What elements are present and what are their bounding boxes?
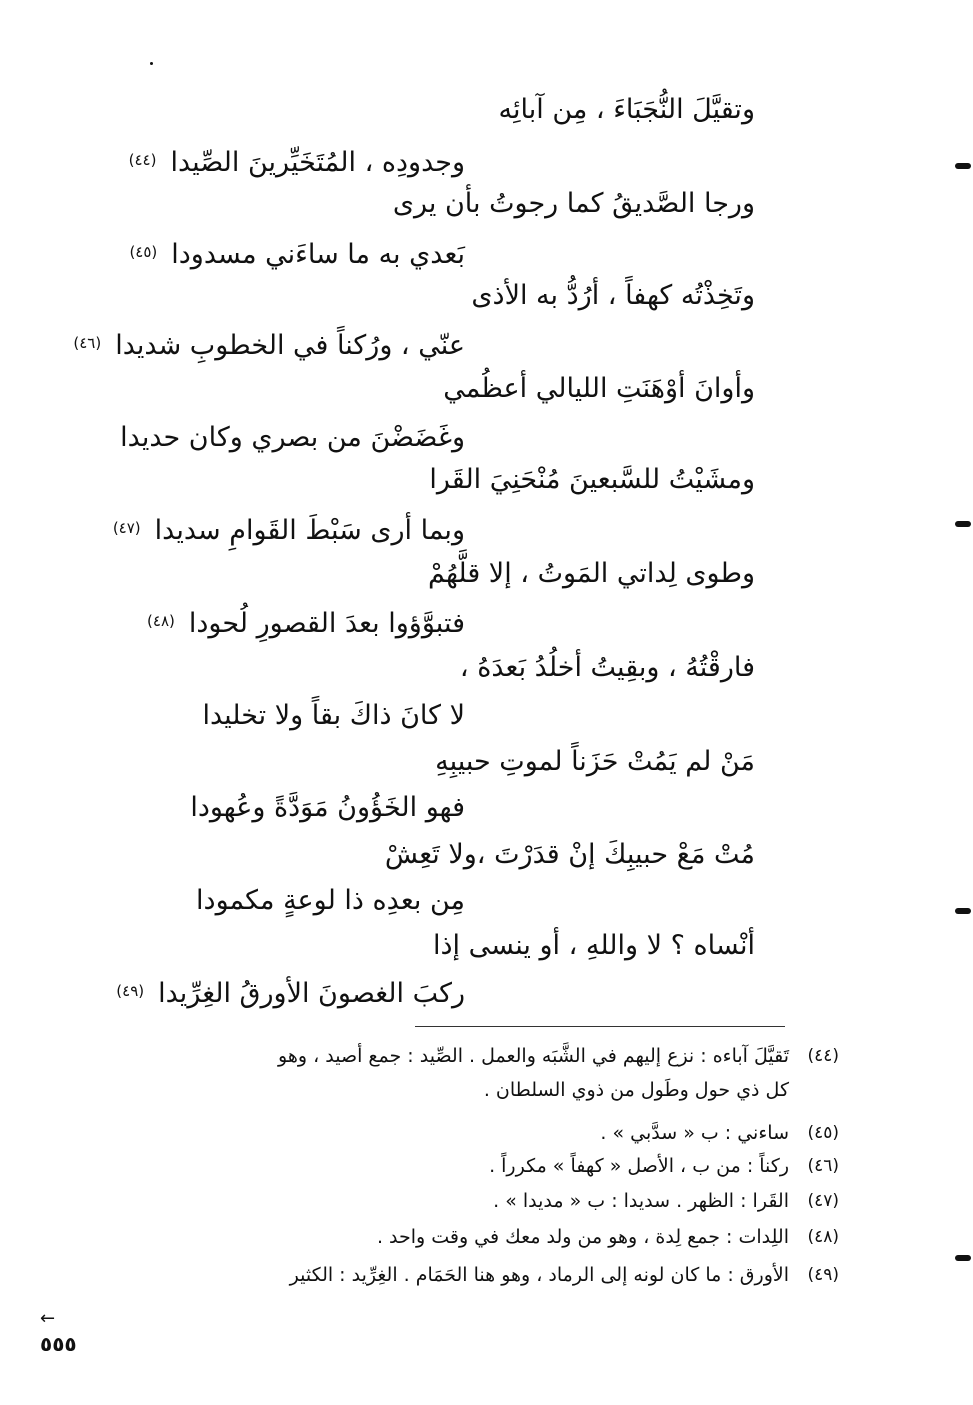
verse-6-first-hemistich: وطوى لِداتي المَوتُ ، إلا قلَّهُمْ (427, 558, 755, 589)
verse-7-first-hemistich: فارقْتُهُ ، وبقِيتُ أخلُدُ بَعدَهُ ، (459, 652, 755, 683)
footnote-ref-44: (٤٤) (128, 151, 157, 169)
verse-4-second-hemistich: وغَضَضْنَ من بصري وكان حديدا (120, 422, 465, 453)
verse-9-first-hemistich: مُتْ مَعْ حبيبِكَ إنْ قدَرْتَ ،ولا تَعِشْ (384, 839, 755, 870)
ink-dot (150, 62, 153, 65)
footnote-46 (489, 1153, 839, 1179)
footnote-ref-46: (٤٦) (73, 334, 102, 352)
footnote-49-text: الأورق : ما كان لونه إلى الرماد ، وهو هنا الحَمَام . الغِرِّيد : الكثير (289, 1264, 789, 1286)
verse-8-first-hemistich: مَنْ لم يَمُتْ حَزَناً لموتِ حبيبِهِ (435, 746, 755, 777)
footnote-44-continuation: كل ذي حول وطَول من ذوي السلطان . (483, 1079, 789, 1101)
binding-mark (955, 521, 971, 527)
footnote-ref-48: (٤٨) (147, 612, 175, 630)
verse-2-second-hemistich (129, 234, 465, 273)
binding-mark (955, 1255, 971, 1261)
footnote-ref-47: (٤٧) (112, 519, 141, 537)
verse-1-text: وجدودِه ، المُتَخَيِّرينَ الصِّيدا (170, 147, 465, 178)
verse-4-first-hemistich: وأوانَ أوْهَنَتِ الليالي أعظُمي (443, 373, 755, 404)
verse-8-second-hemistich: فهو الخَؤُونُ مَوَدَّةً وعُهودا (190, 792, 465, 823)
footnote-46-number: (٤٦) (807, 1156, 839, 1176)
footnote-separator (415, 1026, 785, 1027)
verse-1-second-hemistich (129, 142, 465, 181)
verse-10-second-hemistich (116, 973, 465, 1012)
footnote-46-text: ركناً : من ب ، الأصل « كهفاً » مكرراً . (489, 1155, 789, 1177)
verse-6-text: فتبوَّؤوا بعدَ القصورِ لُحودا (188, 608, 465, 639)
verse-2-first-hemistich: ورجا الصَّديقُ كما رجوتُ بأن يرى (392, 188, 755, 219)
footnote-47-text: القَرا : الظهر . سديدا : ب « مديدا » . (493, 1190, 789, 1212)
continuation-arrow-icon: ← (40, 1308, 56, 1329)
footnote-49 (289, 1262, 839, 1288)
footnote-45 (600, 1120, 839, 1146)
page-number: ٥٥٥ (40, 1332, 77, 1356)
verse-10-text: ركبَ الغصونَ الأورقُ الغِرِّيدا (158, 978, 465, 1009)
verse-9-second-hemistich: مِن بعدِه ذا لوعةٍ مكمودا (196, 885, 465, 916)
footnote-44 (278, 1043, 839, 1069)
footnote-ref-45: (٤٥) (129, 243, 158, 261)
footnote-ref-49: (٤٩) (116, 982, 145, 1000)
footnote-47-number: (٤٧) (807, 1191, 839, 1211)
verse-7-second-hemistich: لا كانَ ذاكَ بقاً ولا تخليدا (202, 700, 465, 731)
footnote-44-text: تَقيَّلَ آباءه : نزع إليهم في الشَّبَه والعمل . الصِّيد : جمع أصيد ، وهو (278, 1045, 789, 1067)
footnote-47 (493, 1188, 839, 1214)
footnote-45-number: (٤٥) (807, 1123, 839, 1143)
footnote-48 (376, 1224, 839, 1250)
footnote-44-number: (٤٤) (807, 1046, 839, 1066)
footnote-48-number: (٤٨) (807, 1227, 839, 1247)
footnote-48-text: اللِدات : جمع لِدة ، وهو من ولد معك في وقت واحد . (376, 1226, 789, 1248)
footnote-49-number: (٤٩) (807, 1265, 839, 1285)
verse-3-second-hemistich (73, 325, 465, 364)
verse-6-second-hemistich (147, 603, 465, 642)
footnote-45-text: ساءني : ب « سدَّبي » . (600, 1122, 789, 1144)
verse-5-second-hemistich (113, 510, 465, 549)
verse-3-first-hemistich: وتَخِذْتُه كهفاً ، أرُدُّ به الأذى (471, 280, 755, 311)
verse-5-text: وبما أرى سَبْطَ القَوامِ سديدا (154, 515, 465, 546)
binding-mark (955, 908, 971, 914)
verse-3-text: عنّي ، ورُكناً في الخطوبِ شديدا (115, 330, 465, 361)
verse-10-first-hemistich: أنْساه ؟ لا واللهِ ، أو ينسى إذا (433, 930, 755, 961)
verse-2-text: بَعدي به ما ساءَني مسدودا (171, 239, 465, 270)
verse-5-first-hemistich: ومشَيْتُ للسَّبعينَ مُنْحَنِيَ القَرا (429, 464, 755, 495)
binding-mark (955, 163, 971, 169)
verse-1-first-hemistich: وتقيَّلَ النُّجَبَاءَ ، مِن آبائِه (498, 94, 755, 125)
